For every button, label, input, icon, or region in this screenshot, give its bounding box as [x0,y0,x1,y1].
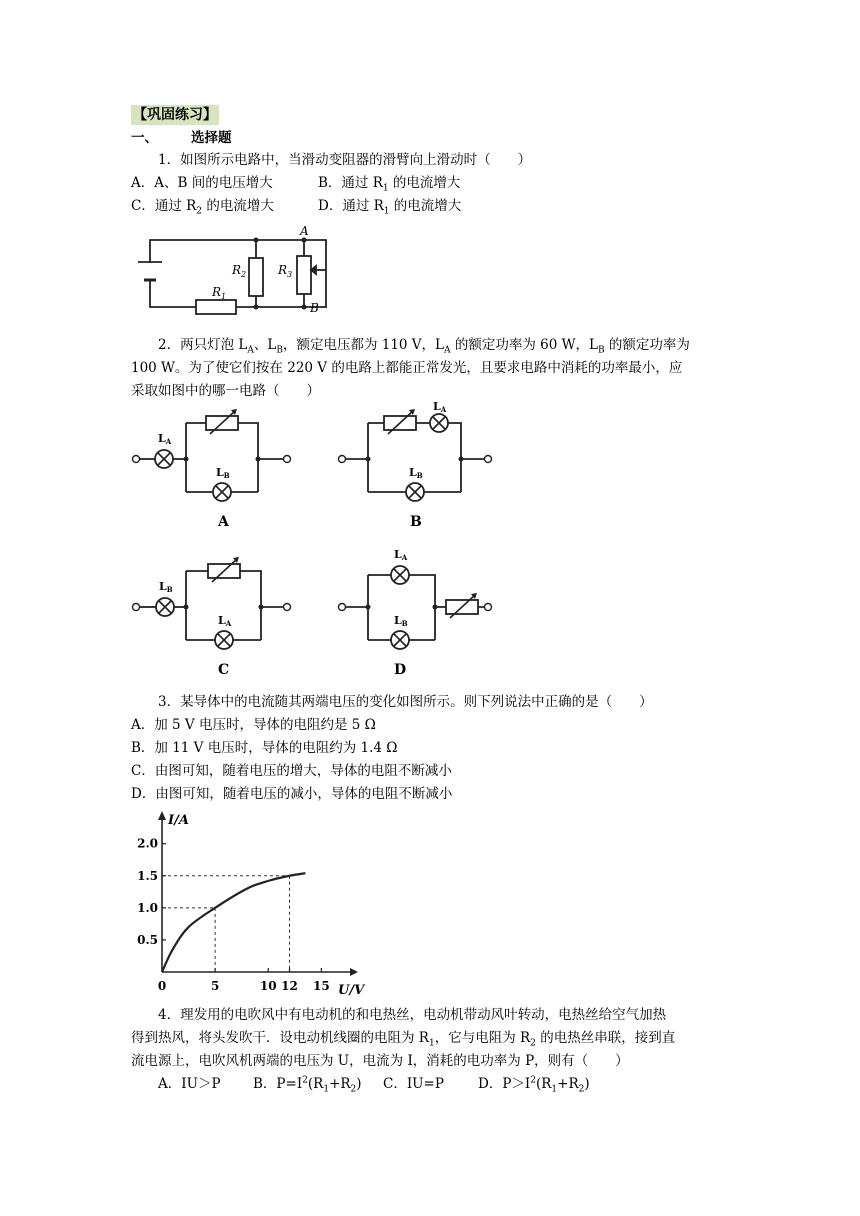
x-tick-label: 10 [259,979,277,993]
q1-option-c: C．通过 $R_2$ 的电流增大 [131,198,274,217]
q2-line-1: 2．两只灯泡 $L_A$、$L_B$，额定电压都为 110 V，$L_A$ 的额定功率为 60 W，$L_B$ 的额定功率为 [158,337,690,356]
q3-option-d: D．由图可知，随着电压的减小，导体的电阻不断减小 [131,786,453,802]
y-tick-label: 1.5 [137,868,158,883]
circuit-d-lb-label: LB [394,614,408,628]
x-tick-label: 5 [210,979,220,993]
q1-stem: 1．如图所示电路中，当滑动变阻器的滑臂向上滑动时（ ） [158,152,532,168]
q4-line-1: 4．理发用的电吹风中有电动机的和电热丝，电动机带动风叶转动，电热丝给空气加热 [158,1007,667,1023]
iu-chart [128,808,378,1000]
iu-x-axis-label: U/V [338,983,365,998]
q3-option-b: B．加 11 V 电压时，导体的电阻约为 1.4 Ω [131,740,398,756]
q1-fig-r1-label: $R_1$ [212,285,227,301]
x-tick-label: 12 [281,979,298,993]
q2-line-3: 采取如图中的哪一电路（ ） [131,383,320,399]
q1-fig-b-label: B [310,301,319,315]
y-tick-label: 0.5 [137,932,158,947]
q4-option-c: C．IU=P [383,1076,444,1092]
section-number: 一、 [131,130,158,146]
circuit-c-la-label: LA [218,614,232,628]
q1-fig-r3-label: $R_3$ [278,263,293,279]
y-tick-label: 1.0 [137,900,158,915]
q4-option-b: B．$P=I^2(R_1+R_2)$ [253,1075,362,1095]
q1-fig-r2-label: $R_2$ [232,263,247,279]
circuit-b-caption: B [410,514,422,530]
circuit-d-caption: D [394,662,407,678]
circuit-d-la-label: LA [394,548,408,562]
q4-line-2: 得到热风，将头发吹干．设电动机线圈的电阻为 $R_1$，它与电阻为 $R_2$ 的电热丝串联，接到直 [131,1030,676,1049]
q1-fig-a-label: A [300,224,309,238]
section-tag: 【巩固练习】 [133,107,217,123]
circuit-c-caption: C [218,662,230,678]
circuit-b-la-label: LA [433,400,447,414]
x-tick-label: 15 [313,979,330,993]
circuit-a-lb-label: LB [216,466,230,480]
q3-option-a: A．加 5 V 电压时，导体的电阻约是 5 Ω [131,717,376,733]
circuit-a-caption: A [218,514,229,530]
iu-curve [162,873,305,972]
q4-line-3: 流电源上，电吹风机两端的电压为 U，电流为 I，消耗的电功率为 P，则有（ ） [131,1053,629,1069]
q3-option-c: C．由图可知，随着电压的增大，导体的电阻不断减小 [131,763,452,779]
section-title: 选择题 [191,130,232,146]
iu-y-axis-label: I/A [168,813,189,828]
q4-option-a: A．IU＞P [158,1076,221,1092]
x-tick-label: 0 [157,979,167,993]
q1-circuit-figure [128,222,338,326]
q2-circuits-figure [128,402,508,686]
q1-option-a: A．A、B 间的电压增大 [131,175,273,191]
circuit-c-lb-label: LB [159,580,173,594]
q4-option-d: D．$P>I^2(R_1+R_2)$ [478,1075,590,1095]
q2-line-2: 100 W。为了使它们按在 220 V 的电路上都能正常发光，且要求电路中消耗的功率最小，应 [131,360,683,376]
circuit-a-la-label: LA [158,432,172,446]
q1-option-d: D．通过 $R_1$ 的电流增大 [318,198,462,217]
x-axis-arrow [350,968,358,976]
circuit-b-lb-label: LB [409,466,423,480]
q3-stem: 3．某导体中的电流随其两端电压的变化如图所示。则下列说法中正确的是（ ） [158,694,653,710]
y-tick-label: 2.0 [137,836,158,851]
y-axis-arrow [158,811,166,820]
q1-option-b: B．通过 $R_1$ 的电流增大 [318,175,461,194]
